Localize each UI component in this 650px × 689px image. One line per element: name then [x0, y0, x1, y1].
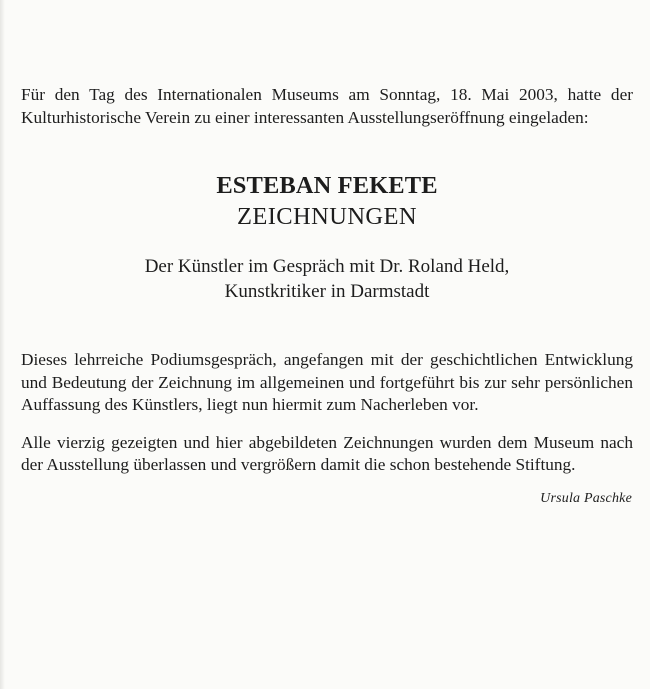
- author-signature: Ursula Paschke: [540, 490, 632, 506]
- exhibition-subtitle: ZEICHNUNGEN: [237, 203, 417, 230]
- artist-name: ESTEBAN FEKETE: [216, 172, 438, 199]
- talk-line-2: Kunstkritiker in Darmstadt: [224, 281, 430, 302]
- talk-info: [21, 254, 633, 304]
- talk-line-1: Der Künstler im Gespräch mit Dr. Roland Held,: [144, 256, 510, 277]
- donation-paragraph: Alle vierzig gezeigten und hier abgebildeten Zeichnungen wurden dem Museum nach der Ausstellung überlassen und vergrößern damit die schon bestehende Stiftung.: [21, 432, 633, 474]
- page-edge-shadow: [0, 0, 5, 689]
- exhibition-title-block: [21, 170, 633, 232]
- document-content: [21, 84, 633, 507]
- intro-paragraph: Für den Tag des Internationalen Museums am Sonntag, 18. Mai 2003, hatte der Kulturhistorische Verein zu einer interessanten Ausstellungseröffnung eingeladen:: [21, 85, 633, 127]
- discussion-paragraph: Dieses lehrreiche Podiumsgespräch, angefangen mit der geschichtlichen Entwicklung und Bedeutung der Zeichnung im allgemeinen und fortgeführt bis zur sehr persönlichen Auffassung des Künstlers, liegt nun hiermit zum Nacherleben vor.: [21, 350, 633, 414]
